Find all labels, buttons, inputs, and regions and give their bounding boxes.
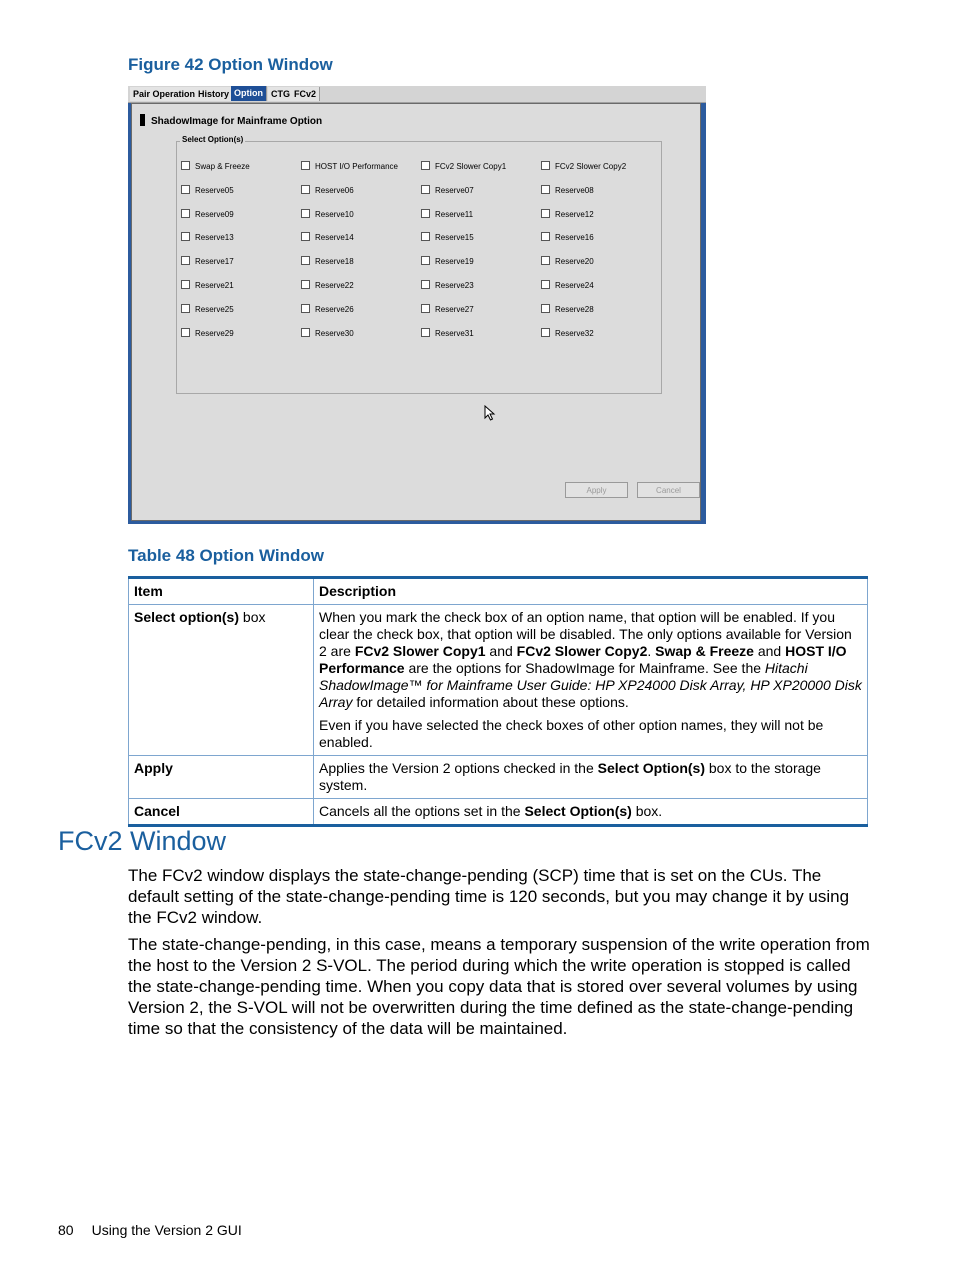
option-label: Reserve14: [315, 233, 354, 243]
checkbox-icon[interactable]: [541, 232, 550, 241]
option-checkbox[interactable]: [301, 304, 354, 314]
checkbox-icon[interactable]: [301, 161, 310, 170]
desc-text: When you mark the check box of an option name, that option will be enabled. If you clear the check box, that option will be disabled. The only options available for Version 2 are: [319, 609, 852, 659]
option-checkbox[interactable]: [181, 232, 234, 242]
option-label: Reserve21: [195, 281, 234, 290]
checkbox-icon[interactable]: [421, 328, 430, 337]
option-checkbox[interactable]: [541, 256, 594, 266]
page-footer: [58, 1222, 242, 1238]
option-label: Reserve22: [315, 281, 354, 290]
option-label: Reserve25: [195, 304, 234, 314]
option-checkbox[interactable]: [301, 161, 398, 171]
option-checkbox[interactable]: [181, 280, 234, 290]
desc-bold: HOST I/O Performance: [319, 643, 847, 676]
option-checkbox[interactable]: [421, 304, 474, 314]
checkbox-icon[interactable]: [421, 280, 430, 289]
option-label: Reserve12: [555, 209, 594, 219]
desc-text: and: [753, 643, 786, 659]
option-label: Reserve08: [555, 185, 594, 195]
window-title-text: ShadowImage for Mainframe Option: [151, 116, 323, 127]
option-label: Reserve26: [315, 304, 354, 314]
desc-paragraph: Even if you have selected the check boxes of other option names, they will not be enabled.: [319, 717, 824, 750]
body-paragraph: The state-change-pending, in this case, means a temporary suspension of the write operation from the host to the Version 2 S-VOL. The period during which the write operation is stopped is called the state-change-pending time. When you copy data that is stored over several volumes by using Version 2, the S-VOL will not be overwritten during the time defined as the state-change-pending time so that the consistency of the data will be maintained.: [128, 935, 870, 1038]
desc-bold: Select Option(s): [597, 760, 705, 776]
option-label: Reserve32: [555, 328, 594, 338]
option-checkbox[interactable]: [421, 280, 474, 290]
option-label: Reserve23: [435, 281, 474, 290]
footer-section: Using the Version 2 GUI: [91, 1222, 242, 1238]
row-description: [314, 605, 868, 756]
tab-option[interactable]: Option: [231, 86, 267, 101]
header-item: Item: [129, 578, 314, 605]
select-options-label: Select Option(s): [182, 135, 244, 144]
option-label: Reserve13: [195, 233, 234, 243]
tab-ctg[interactable]: CTG: [268, 87, 294, 101]
option-panel: [131, 103, 701, 521]
option-label: Reserve19: [435, 257, 474, 267]
desc-text: box to the storage system.: [319, 760, 821, 793]
checkbox-icon[interactable]: [301, 304, 310, 313]
option-label: HOST I/O Performance: [315, 162, 398, 171]
checkbox-icon[interactable]: [181, 232, 190, 241]
option-checkbox[interactable]: [421, 161, 506, 171]
checkbox-icon[interactable]: [301, 256, 310, 265]
checkbox-icon[interactable]: [421, 209, 430, 218]
desc-bold: Select Option(s): [524, 803, 632, 819]
desc-text: are the options for ShadowImage for Mainframe. See the: [404, 660, 765, 676]
checkbox-icon[interactable]: [301, 209, 310, 218]
option-label: Reserve11: [435, 209, 474, 219]
option-checkbox[interactable]: [541, 209, 594, 219]
option-checkbox[interactable]: [541, 280, 594, 290]
option-checkbox[interactable]: [181, 328, 234, 338]
option-checkbox[interactable]: [301, 185, 354, 195]
option-checkbox[interactable]: [421, 209, 473, 219]
option-label: Reserve24: [555, 281, 594, 290]
apply-button[interactable]: Apply: [565, 482, 628, 498]
row-description: [314, 756, 868, 799]
option-label: Reserve31: [435, 328, 474, 338]
option-label: FCv2 Slower Copy2: [555, 162, 627, 171]
checkbox-icon[interactable]: [301, 185, 310, 194]
option-label: Reserve17: [195, 257, 234, 267]
cancel-button[interactable]: Cancel: [637, 482, 700, 498]
option-checkbox[interactable]: [301, 280, 354, 290]
option-checkbox[interactable]: [541, 304, 594, 314]
option-label: Reserve09: [195, 209, 234, 219]
desc-text: and: [485, 643, 517, 659]
desc-text: .: [647, 643, 656, 659]
mouse-cursor-icon: [484, 405, 498, 421]
checkbox-icon[interactable]: [181, 209, 190, 218]
row-item: [129, 605, 314, 756]
row-description: [314, 799, 868, 826]
desc-bold: FCv2 Slower Copy2: [516, 643, 648, 659]
title-marker-icon: [140, 114, 145, 126]
desc-text: Cancels all the options set in the: [319, 803, 525, 819]
item-bold: Select option(s): [134, 609, 240, 625]
checkbox-icon[interactable]: [301, 328, 310, 337]
option-label: Reserve29: [195, 328, 234, 338]
option-checkbox[interactable]: [421, 256, 474, 266]
checkbox-icon[interactable]: [541, 280, 550, 289]
checkbox-icon[interactable]: [181, 304, 190, 313]
checkbox-icon[interactable]: [541, 328, 550, 337]
option-label: Reserve05: [195, 185, 234, 195]
page-number: 80: [58, 1222, 74, 1238]
tab-history[interactable]: History: [195, 87, 233, 101]
row-item: [129, 756, 314, 799]
option-checkbox[interactable]: [301, 256, 354, 266]
option-label: Reserve28: [555, 304, 594, 314]
option-checkbox[interactable]: [181, 209, 234, 219]
checkbox-icon[interactable]: [541, 256, 550, 265]
section-heading: FCv2 Window: [58, 826, 227, 856]
desc-text: for detailed information about these options.: [352, 694, 629, 710]
option-checkbox[interactable]: [181, 304, 234, 314]
option-label: Reserve07: [435, 185, 474, 195]
table-row: [129, 605, 868, 756]
select-options-group: [176, 141, 662, 394]
option-checkbox[interactable]: [541, 185, 594, 195]
table-row: [129, 799, 868, 826]
desc-text: Applies the Version 2 options checked in the: [319, 760, 598, 776]
checkbox-icon[interactable]: [301, 232, 310, 241]
option-label: Reserve30: [315, 328, 354, 338]
option-label: Reserve27: [435, 304, 474, 314]
window-title: [140, 114, 322, 128]
checkbox-icon[interactable]: [181, 161, 190, 170]
option-checkbox[interactable]: [181, 256, 234, 266]
option-label: Reserve20: [555, 257, 594, 267]
checkbox-icon[interactable]: [541, 209, 550, 218]
checkbox-icon[interactable]: [541, 161, 550, 170]
checkbox-icon[interactable]: [181, 280, 190, 289]
option-label: Reserve16: [555, 233, 594, 243]
option-checkbox[interactable]: [301, 328, 354, 338]
option-checkbox[interactable]: [421, 185, 474, 195]
checkbox-icon[interactable]: [181, 328, 190, 337]
option-checkbox[interactable]: [541, 161, 626, 171]
item-bold: Apply: [134, 760, 173, 776]
option-window-table: [128, 576, 868, 827]
option-label: Reserve06: [315, 185, 354, 195]
item-rest: box: [239, 609, 266, 625]
option-checkbox[interactable]: [181, 185, 234, 195]
option-label: Reserve18: [315, 257, 354, 267]
header-description: Description: [314, 578, 868, 605]
table-caption: Table 48 Option Window: [128, 546, 324, 565]
item-bold: Cancel: [134, 803, 180, 819]
tab-fcv2[interactable]: FCv2: [291, 87, 320, 101]
option-checkbox[interactable]: [421, 232, 474, 242]
desc-bold: Swap & Freeze: [655, 643, 754, 659]
option-label: FCv2 Slower Copy1: [435, 162, 507, 171]
option-checkbox[interactable]: [181, 161, 250, 171]
checkbox-icon[interactable]: [421, 185, 430, 194]
tab-bar: [128, 86, 706, 103]
option-checkbox[interactable]: [541, 328, 594, 338]
option-checkbox[interactable]: [301, 209, 354, 219]
desc-bold: FCv2 Slower Copy1: [354, 643, 486, 659]
desc-text: box.: [631, 803, 663, 819]
desc-italic: Hitachi ShadowImage™ for Mainframe User Guide: HP XP24000 Disk Array, HP XP20000 Disk Array: [319, 660, 862, 710]
checkbox-icon[interactable]: [181, 256, 190, 265]
row-item: [129, 799, 314, 826]
checkbox-icon[interactable]: [421, 304, 430, 313]
option-window-screenshot: [128, 86, 706, 524]
checkbox-icon[interactable]: [301, 280, 310, 289]
option-checkbox[interactable]: [421, 328, 474, 338]
table-header-row: [129, 578, 868, 605]
option-label: Reserve10: [315, 209, 354, 219]
option-checkbox[interactable]: [541, 232, 594, 242]
checkbox-icon[interactable]: [181, 185, 190, 194]
checkbox-icon[interactable]: [421, 161, 430, 170]
checkbox-icon[interactable]: [421, 256, 430, 265]
figure-caption: Figure 42 Option Window: [128, 55, 333, 74]
table-row: [129, 756, 868, 799]
body-paragraph: The FCv2 window displays the state-change-pending (SCP) time that is set on the CUs. The default setting of the state-change-pending time is 120 seconds, but you may change it by using the FCv2 window.: [128, 866, 850, 927]
option-label: Swap & Freeze: [195, 162, 250, 171]
checkbox-icon[interactable]: [541, 185, 550, 194]
checkbox-icon[interactable]: [421, 232, 430, 241]
tab-pair-operation[interactable]: Pair Operation: [130, 87, 199, 101]
checkbox-icon[interactable]: [541, 304, 550, 313]
option-label: Reserve15: [435, 233, 474, 243]
option-checkbox[interactable]: [301, 232, 354, 242]
